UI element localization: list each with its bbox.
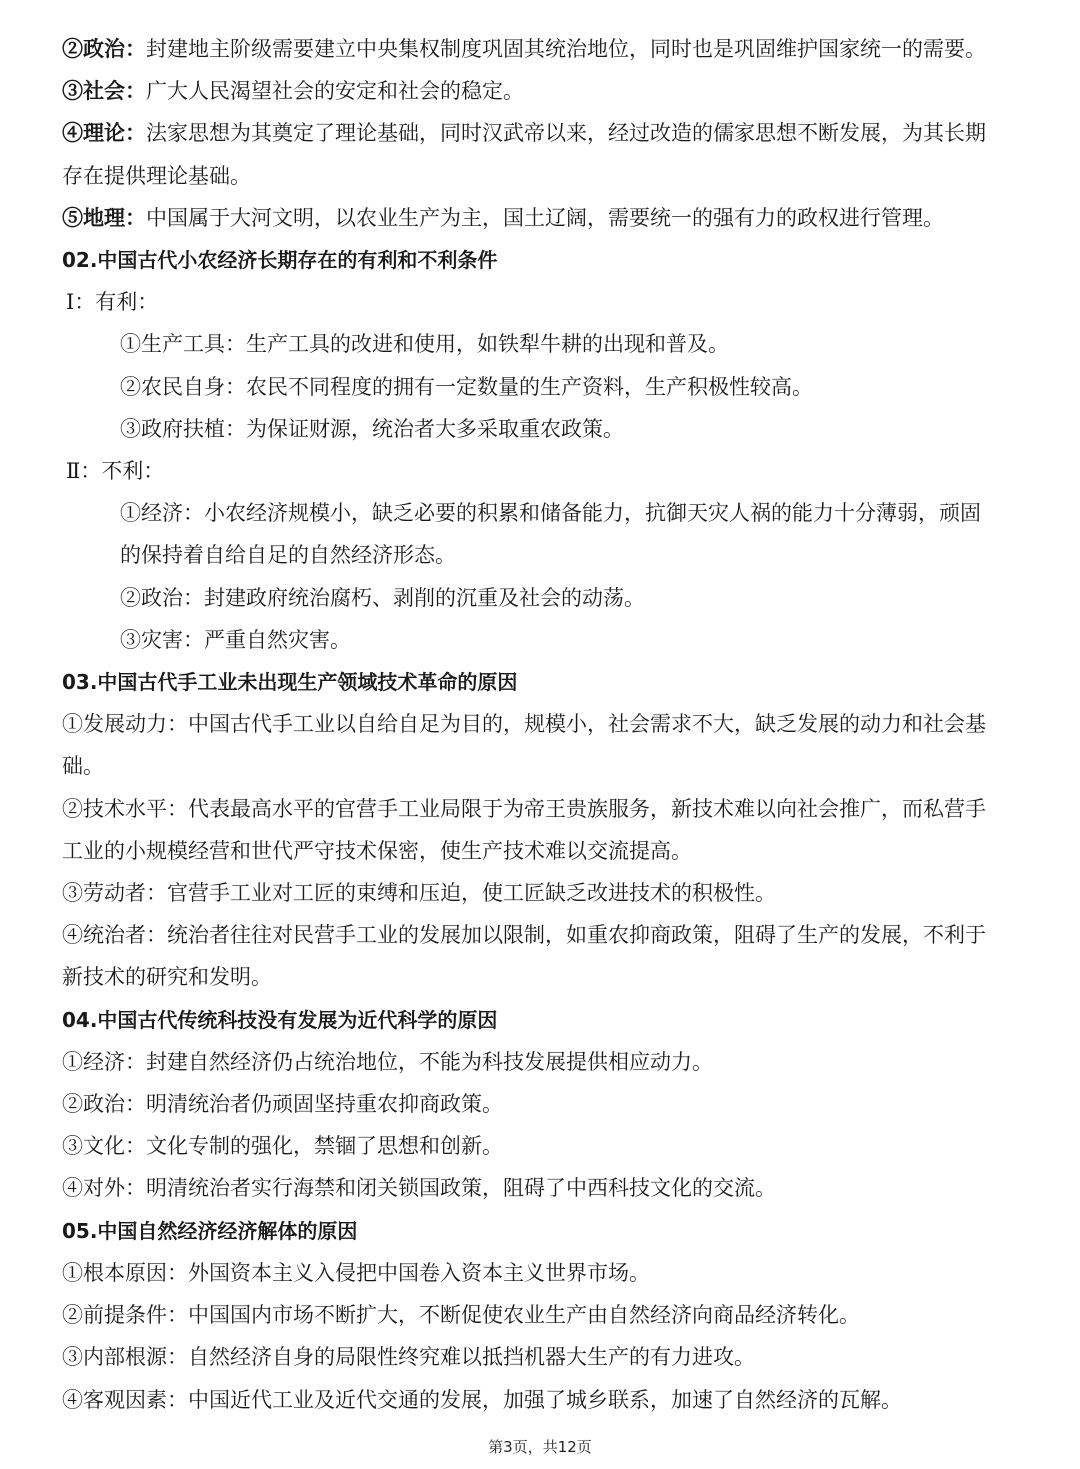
unfavorable-item-economy: ①经济：小农经济规模小，缺乏必要的积累和储备能力，抗御天灾人祸的能力十分薄弱，顽固 — [120, 501, 981, 526]
paragraph-internal-source: ③内部根源：自然经济自身的局限性终究难以抵挡机器大生产的有力进攻。 — [62, 1345, 755, 1370]
unfavorable-item-politics: ②政治：封建政府统治腐朽、剥削的沉重及社会的动荡。 — [120, 585, 645, 610]
unfavorable-item-disaster: ③灾害：严重自然灾害。 — [120, 627, 351, 652]
paragraph-objective-factor: ④客观因素：中国近代工业及近代交通的发展，加强了城乡联系，加速了自然经济的瓦解。 — [62, 1387, 902, 1412]
paragraph-politics: ②政治：封建地主阶级需要建立中央集权制度巩固其统治地位，同时也是巩固维护国家统一的需要。 — [62, 36, 986, 61]
page-number: 第3页，共12页 — [488, 1438, 592, 1456]
paragraph-science-culture: ③文化：文化专制的强化，禁锢了思想和创新。 — [62, 1134, 503, 1159]
paragraph-driving-force: ①发展动力：中国古代手工业以自给自足为目的，规模小，社会需求不大，缺乏发展的动力和社会基 — [62, 712, 986, 737]
paragraph-laborers: ③劳动者：官营手工业对工匠的束缚和压迫，使工匠缺乏改进技术的积极性。 — [62, 881, 776, 906]
unfavorable-label: Ⅱ：不利： — [66, 459, 165, 484]
paragraph-science-foreign: ④对外：明清统治者实行海禁和闭关锁国政策，阻碍了中西科技文化的交流。 — [62, 1176, 776, 1201]
favorable-item-tools: ①生产工具：生产工具的改进和使用，如铁犁牛耕的出现和普及。 — [120, 332, 729, 357]
favorable-item-government: ③政府扶植：为保证财源，统治者大多采取重农政策。 — [120, 416, 624, 441]
paragraph-society: ③社会：广大人民渴望社会的安定和社会的稳定。 — [62, 78, 524, 104]
paragraph-theory: ④理论：法家思想为其奠定了理论基础，同时汉武帝以来，经过改造的儒家思想不断发展，为其长期 — [62, 120, 986, 146]
favorable-label: Ⅰ：有利： — [66, 290, 159, 315]
section-heading-05: 05.中国自然经济经济解体的原因 — [62, 1218, 358, 1243]
paragraph-science-economy: ①经济：封建自然经济仍占统治地位，不能为科技发展提供相应动力。 — [62, 1049, 713, 1074]
paragraph-science-politics: ②政治：明清统治者仍顽固坚持重农抑商政策。 — [62, 1092, 503, 1117]
unfavorable-item-economy-cont: 的保持着自给自足的自然经济形态。 — [120, 543, 456, 568]
paragraph-driving-force-cont: 础。 — [62, 754, 104, 779]
section-heading-03: 03.中国古代手工业未出现生产领域技术革命的原因 — [62, 670, 518, 695]
section-heading-04: 04.中国古代传统科技没有发展为近代科学的原因 — [62, 1007, 498, 1032]
paragraph-root-cause: ①根本原因：外国资本主义入侵把中国卷入资本主义世界市场。 — [62, 1260, 650, 1285]
section-heading-02: 02.中国古代小农经济长期存在的有利和不利条件 — [62, 248, 498, 273]
favorable-item-farmers: ②农民自身：农民不同程度的拥有一定数量的生产资料，生产积极性较高。 — [120, 374, 813, 399]
paragraph-theory-cont: 存在提供理论基础。 — [62, 163, 251, 188]
paragraph-rulers-cont: 新技术的研究和发明。 — [62, 965, 272, 990]
paragraph-technology-level-cont: 工业的小规模经营和世代严守技术保密，使生产技术难以交流提高。 — [62, 838, 692, 863]
paragraph-geography: ⑤地理：中国属于大河文明，以农业生产为主，国土辽阔，需要统一的强有力的政权进行管理。 — [62, 204, 944, 230]
paragraph-technology-level: ②技术水平：代表最高水平的官营手工业局限于为帝王贵族服务，新技术难以向社会推广，而私营手 — [62, 796, 986, 821]
paragraph-rulers: ④统治者：统治者往往对民营手工业的发展加以限制，如重农抑商政策，阻碍了生产的发展，不利于 — [62, 923, 986, 948]
paragraph-precondition: ②前提条件：中国国内市场不断扩大，不断促使农业生产由自然经济向商品经济转化。 — [62, 1303, 860, 1328]
